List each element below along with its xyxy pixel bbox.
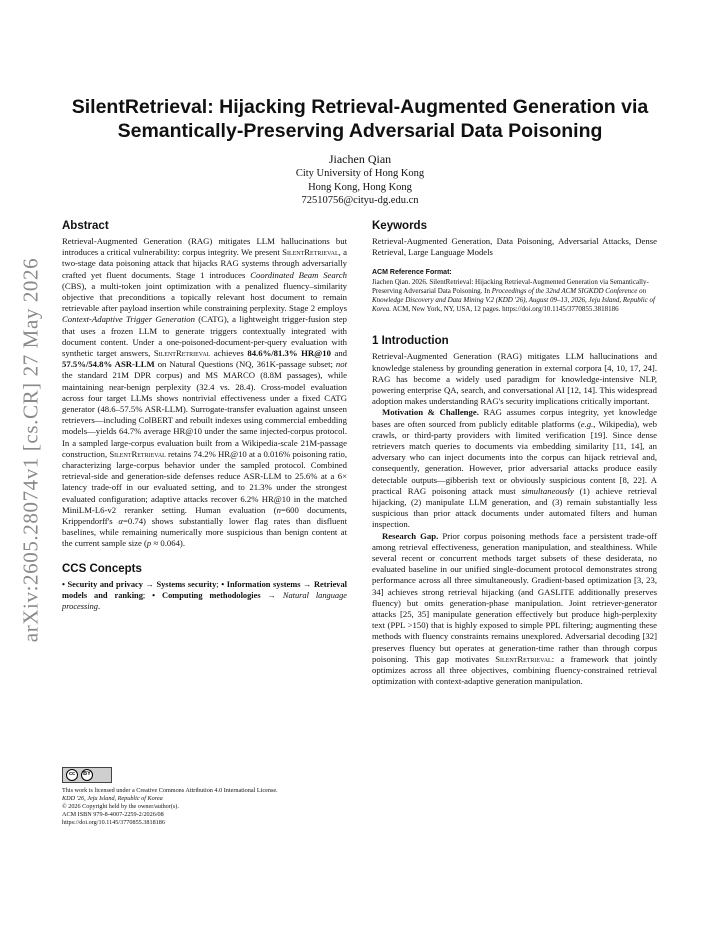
right-column [372,219,657,688]
abstract-text: Retrieval-Augmented Generation (RAG) mitigates LLM hallucinations but introduces a critical vulnerability: corpus integrity. We present SilentRetrieval, a two-stage data poisoning attack that hijacks RAG systems through adversarially crafted yet fluent documents. Stage 1 introduces Coordinated Beam Search (CBS), a multi-token joint optimization with a penalized fluency–similarity objective that preconditions a topically relevant host document to remain retrievable after payload insertion while constraining perplexity. Stage 2 employs Context-Adaptive Trigger Generation (CATG), a lightweight trigger-fusion step that uses a frozen LLM to generate triggers contextually integrated with document content. Under a one-poisoned-document-per-query evaluation with synthetic target answers, SilentRetrieval achieves 84.6%/81.3% HR@10 and 57.5%/54.8% ASR-LLM on Natural Questions (NQ, 361K-passage subset; not the standard 21M DPR corpus) and MS MARCO (8.8M passages), while maintaining near-benign perplexity (32.4 vs. 28.4). Cross-model evaluation across four target LLMs shows nontrivial effectiveness under a fixed CATG generator (48.6–57.5% ASR-LLM). Surrogate-transfer evaluation against unseen retrievers—including ColBERT and rebuilt indexes using commercial embedding models—yields 64.7% average HR@10 under the same injected-corpus protocol. In a sampled large-corpus evaluation built from a Wikipedia-scale 21M-passage construction, SilentRetrieval retains 74.2% HR@10 at a 0.016% poisoning ratio, characterizing large-corpus behavior under the sampled protocol. Combined retrieval-side and generation-side defenses reduce ASR-LLM to 25.6% at a 6× latency trade-off in our evaluated setting, and to 21.3% under the strongest evaluated configuration; adaptive attacks recover 6.2% HR@10 in the matched MiniLM-L6-v2 reranker setting. Human evaluation (n=600 documents, Krippendorff's α=0.74) shows substantially lower flag rates than disfluent baselines, while remaining numerically more suspicious than benign content at the current sample size (p ≈ 0.064). [62,236,348,549]
arxiv-watermark [14,250,48,650]
cc-by-badge-icon[interactable] [62,767,112,783]
license-line: This work is licensed under a Creative Commons Attribution 4.0 International License. [62,787,278,794]
ccs-text: • Security and privacy → Systems security; • Information systems → Retrieval models and ranking; • Computing methodologies → Natural language processing. [62,579,348,611]
ccs-heading: CCS Concepts [62,562,142,575]
license-doi[interactable]: https://doi.org/10.1145/3770855.3818186 [62,819,165,826]
intro-paragraph-2: Motivation & Challenge. RAG assumes corpus integrity, yet knowledge bases are often sourced from publicly editable platforms (e.g., Wikipedia), web crawls, or third-party providers with limited verification [19]. Since dense retrievers match queries to documents via embedding similarity [11, 14], an adversary who can inject documents into the corpus can hijack retrieval and, consequently, generation. However, prior adversarial attacks produce easily detectable outputs—gibberish text or obviously suspicious content [8, 22]. A practical RAG poisoning attack must simultaneously (1) achieve retrieval hijacking, (2) manipulate LLM generation, and (3) remain substantially less suspicious than prior attack documents under automated filters and human inspection. [372,407,658,530]
introduction-section [372,334,657,687]
arxiv-watermark-text: arXiv:2605.28074v1 [cs.CR] 27 May 2026 [18,257,43,643]
left-column [62,219,347,612]
by-icon: BY [81,769,93,781]
ccs-section [62,562,347,612]
keywords-heading: Keywords [372,220,427,232]
license-text [62,787,347,827]
license-copyright: © 2026 Copyright held by the owner/author(s). [62,803,179,810]
title-line-2: Semantically-Preserving Adversarial Data Poisoning [117,120,603,142]
intro-paragraph-3: Research Gap. Prior corpus poisoning methods face a persistent trade-off among retrieval effectiveness, generation manipulation, and stealthiness. While several recent or concurrent methods target subsets of these desiderata, no evaluated baseline in our unified single-document protocol demonstrates strong performance across all three simultaneously. Gradient-based optimization [3, 23, 34] achieves strong retrieval hijacking (and GASLITE additionally preserves fluency) but omits generation-phase manipulation. Joint retriever-generator attacks [25, 35] manipulate generation effectively but produce high-perplexity text (PPL >150) that is highly exposed to simple PPL filtering; augmenting these methods with fluency constraints remains unexplored. Adversarial decoding [32] preserves fluency but operates at generation-time rather than through corpus poisoning. This gap motivates SilentRetrieval: a framework that jointly optimizes across all three objectives, combining fluency-constrained retrieval optimization with context-adaptive generation manipulation. [372,530,657,687]
author-name: Jiachen Qian [328,152,392,166]
introduction-heading: 1 Introduction [372,335,449,348]
author-affiliation: City University of Hong Kong [295,168,425,179]
reference-format-heading: ACM Reference Format: [372,269,452,277]
intro-paragraph-1: Retrieval-Augmented Generation (RAG) mitigates LLM hallucinations and knowledge staleness by grounding generation in external corpora [4, 10, 17, 24]. RAG has become a widely used paradigm for knowledge-intensive NLP, powering enterprise QA, search, and conversational AI [12, 14]. This widespread adoption makes understanding RAG's security implications critically important. [372,351,657,407]
license-block [62,767,347,827]
author-location: Hong Kong, Hong Kong [308,181,412,193]
keywords-text: Retrieval-Augmented Generation, Data Poisoning, Adversarial Attacks, Dense Retrieval, Large Language Models [372,236,657,258]
acm-reference-format [372,268,657,314]
license-isbn: ACM ISBN 979-8-4007-2259-2/2026/08 [62,811,164,818]
title-line-1: SilentRetrieval: Hijacking Retrieval-Augmented Generation via [71,96,649,118]
reference-format-text: Jiachen Qian. 2026. SilentRetrieval: Hijacking Retrieval-Augmented Generation via Semantically-Preserving Adversarial Data Poisoning. In Proceedings of the 32nd ACM SIGKDD Conference on Knowledge Discovery and Data Mining V.2 (KDD '26), August 09–13, 2026, Jeju Island, Republic of Korea. ACM, New York, NY, USA, 12 pages. https://doi.org/10.1145/3770855.3818186 [372,278,655,314]
author-email[interactable]: 72510756@cityu-dg.edu.cn [301,195,419,206]
paper-title [60,95,660,143]
abstract-heading: Abstract [62,220,109,232]
license-venue: KDD '26, Jeju Island, Republic of Korea [62,795,163,802]
cc-icon: cc [66,769,78,781]
author-block [160,152,560,208]
